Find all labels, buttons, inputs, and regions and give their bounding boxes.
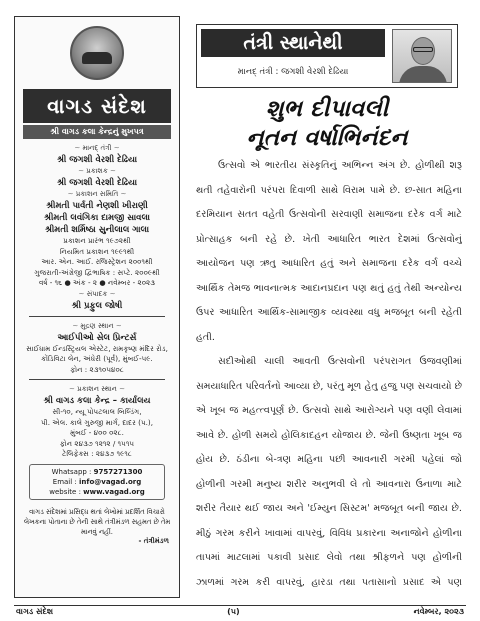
role-label: ~ સંપાદક ~: [19, 289, 175, 300]
editor-photo-glasses: [413, 47, 433, 52]
website-link[interactable]: www.vagad.org: [83, 487, 145, 496]
role-label: ~ માનદ્ તંત્રી ~: [19, 143, 175, 154]
editor-photo-shoulders: [399, 66, 447, 83]
page-number: (૫): [227, 606, 240, 616]
logo-area: [15, 17, 179, 89]
masthead-panel: [14, 16, 180, 598]
whatsapp-label: Whatsapp :: [51, 467, 92, 476]
divider: [29, 379, 165, 380]
magazine-subtitle: શ્રી વાગડ કલા કેન્દ્રનું મુખપત્ર: [23, 125, 171, 139]
role-label: ~ પ્રકાશન સ્થાન ~: [19, 384, 175, 395]
editor-name: શ્રી પ્રફુલ જોષી: [71, 300, 123, 311]
committee-member: શ્રીમતી લવંગિકા દામજી સાવલા: [44, 213, 150, 223]
headline-line-2: નૂતન વર્ષાભિનંદન: [246, 124, 408, 151]
office-name: શ્રી વાગડ કલા કેન્દ્ર – કાર્યાલય: [43, 396, 151, 406]
office-address-line: સી-૧૦, ન્યૂ પોપટલાલ બિલ્ડિંગ,: [52, 407, 142, 416]
editorial-title: તંત્રી સ્થાનેથી: [201, 29, 385, 57]
publisher-name: શ્રી જગશી વેરશી દેઢિયા: [56, 178, 138, 188]
publication-detail: ગુજરાતી-અંગ્રેજી દ્વિભાષિક : સપ્ટે. ૨૦૦૯થી: [34, 267, 160, 277]
vagad-kala-kendra-logo: [70, 26, 124, 80]
printer-address-line: કોંડિવિટા લેન, અંધેરી (પૂર્વ), મુંબઈ-૫૯.: [41, 354, 153, 363]
magazine-title: વાગડ સંદેશ: [23, 89, 171, 123]
disclaimer: વાગડ સંદેશમાં પ્રસિદ્ધ થતાં લેખોમાં પ્રદર્શિત વિચારો લેખકના પોતાના છે તેની સાથે તંત્રીમંડળ સહમત છે તેમ માનવું નહીં.: [23, 507, 171, 536]
committee-member: શ્રીમતી શર્મિષ્ઠા સુનીલાલ ગાલા: [44, 225, 150, 235]
article-paragraph: સદીઓથી ચાલી આવતી ઉત્સવોની પરંપરાગત ઉજવણીમાં સમયાધારિત પરિવર્તનો આવ્યા છે, પરંતુ મૂળ હેતુ હજુ પણ સચવાયો છે એ ખૂબ જ મહત્ત્વપૂર્ણ છે. ઉત્સવો સાથે આરોગ્યને પણ વણી લેવામાં આવે છે. હોળી સમયે હોલિકાદહન યોજાય છે. જેની ઉષ્ણતા ખૂબ જ હોય છે. ઠંડીના બે-ત્રણ મહિના પછી આવનારી ગરમી પહેલાં જો હોળીની ગરમી મનુષ્ય શરીર અનુભવી લે તો આવનારા ઉનાળા માટે શરીર તૈયાર થઈ જાય અને 'ઈમ્યુન સિસ્ટમ' મજબૂત બની જાય છે. મીઠું ગરમ કરીને ખાવામાં વાપરવું, વિવિધ પ્રકારના અનાજોને હોળીના તાપમાં માટલામાં પકાવી પ્રસાદ લેવો તથા શ્રીફળને પણ હોળીની ઝાળમાં ગરમ કરી વાપરવું, હારડા તથા પતાસાનો પ્રસાદ એ પણ: [196, 356, 462, 588]
website-label: website :: [49, 487, 81, 496]
publication-detail: આર. એન. આઈ. રજિસ્ટ્રેશન ૨૦૦૧થી: [41, 257, 153, 266]
committee-member: શ્રીમતી પાર્વતી નેણશી ખીરાણી: [46, 201, 148, 211]
issue-info: વર્ષ - ૧૬ ● અંક - ૨ ● નવેમ્બર - ૨૦૨૩: [38, 278, 156, 287]
publication-detail: નિયમિત પ્રકાશન ૧૯૯૧થી: [59, 246, 135, 256]
footer-date: નવેમ્બર, ૨૦૨૩: [413, 606, 464, 616]
role-label: ~ પ્રકાશન સમિતિ ~: [19, 189, 175, 200]
office-telefax: ટેલિફેક્સ : ૨૪૩૭ ૧૯૧૮: [62, 449, 132, 458]
printer-address-line: સાઈધામ ઈન્ડસ્ટ્રિયલ એસ્ટેટ, રામકૃષ્ણ મંદિર રોડ,: [26, 343, 168, 353]
contact-box: [29, 464, 165, 500]
honorary-editor-name: શ્રી જગશી વેરશી દેઢિયા: [56, 155, 138, 165]
whatsapp-number: 9757271300: [93, 467, 143, 476]
office-phone: ફોન ૨૪૩૭ ૧૨૧૨ / ૧૫૧૫: [59, 438, 135, 448]
role-label: ~ પ્રકાશક ~: [19, 166, 175, 177]
editorial-byline: માનદ્ તંત્રી : જગશી વેરશી દેઢિયા: [237, 67, 349, 77]
credits: [15, 139, 179, 460]
footer-magazine-name: વાગડ સંદેશ: [16, 606, 54, 616]
printer-name: આઈપીઓ સેલ પ્રિન્ટર્સ: [57, 332, 137, 343]
article-paragraph: ઉત્સવો એ ભારતીય સંસ્કૃતિનું અભિન્ન અંગ છે. હોળીથી શરૂ થતી તહેવારોની પરંપરા દિવાળી સાથે વિરામ પામે છે. છ-સાત મહિના દરમિયાન સતત વહેતી ઉત્સવોની સરવાણી સમાજના દરેક વર્ગ માટે પ્રોત્સાહક બની રહે છે. ખેતી આધારિત ભારત દેશમાં ઉત્સવોનું આયોજન પણ ઋતુ આધારિત હતું અને સમાજના દરેક વર્ગ વચ્ચે આર્થિક તેમજ ભાવનાત્મક આદાનપ્રદાન પણ થતું હતું તેથી અન્યોન્ય ઉપર આધારિત આર્થિક-સામાજીક વ્યવસ્થા વધુ મજબૂત બની રહેતી હતી.: [196, 160, 462, 343]
divider: [29, 316, 165, 317]
office-address-line: પી. એલ. કાલે ગુરુજી માર્ગ, દાદર (પ.),: [40, 417, 154, 427]
role-label: ~ મુદ્રણ સ્થાન ~: [19, 321, 175, 332]
editor-photo: [392, 29, 452, 83]
editorial-header: [196, 24, 458, 88]
office-address-line: મુંબઈ - ૪૦૦ ૦૨૮.: [70, 428, 124, 437]
disclaimer-signature: - તંત્રીમંડળ: [138, 536, 169, 545]
headline-line-1: શુભ દીપાવલી: [265, 95, 389, 122]
page-footer: [14, 605, 466, 617]
email-label: Email :: [52, 477, 77, 486]
article-headline: [196, 94, 458, 152]
article-body: [196, 154, 462, 594]
printer-phone: ફોન : ૨૩૧૦૫૪૦૮: [70, 364, 124, 374]
publication-detail: પ્રકાશન પ્રારંભ ૧૯૭૨થી: [63, 236, 131, 245]
email-link[interactable]: info@vagad.org: [79, 477, 142, 486]
